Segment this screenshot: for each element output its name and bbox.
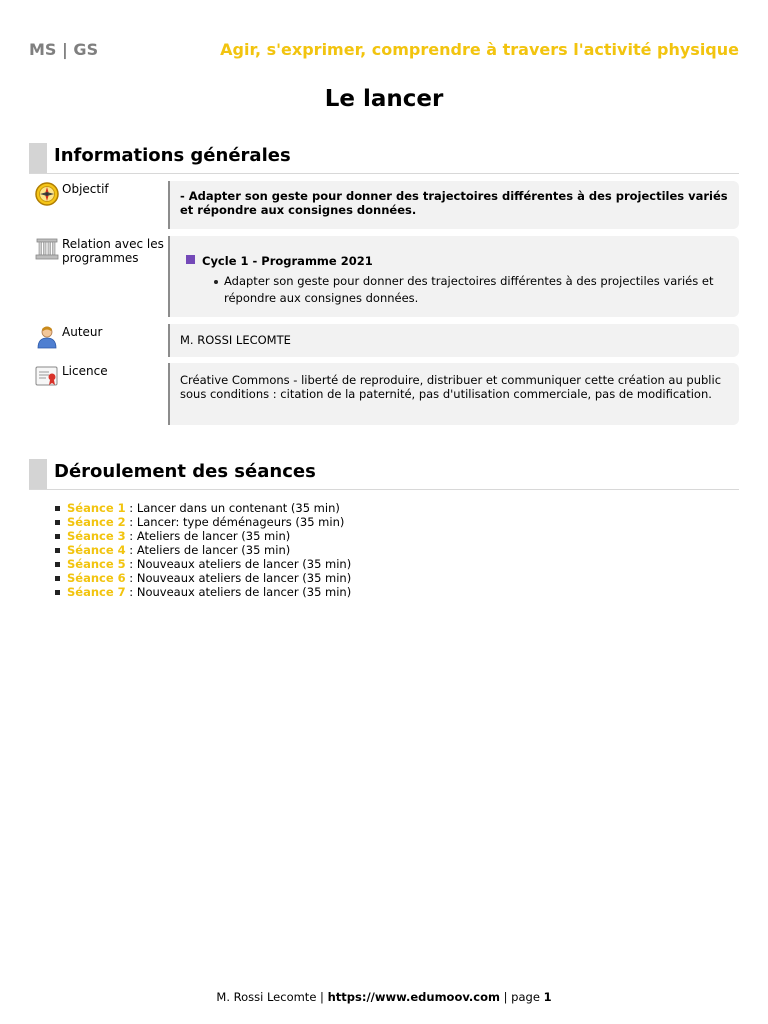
footer-author: M. Rossi Lecomte bbox=[216, 990, 317, 1004]
learning-domain: Agir, s'exprimer, comprendre à travers l'activité physique bbox=[220, 40, 739, 59]
session-text: : Lancer dans un contenant (35 min) bbox=[125, 501, 340, 515]
session-link[interactable]: Séance 3 bbox=[67, 529, 126, 543]
user-icon bbox=[34, 324, 60, 350]
session-text: : Nouveaux ateliers de lancer (35 min) bbox=[125, 557, 352, 571]
session-text: : Ateliers de lancer (35 min) bbox=[125, 543, 291, 557]
page-footer bbox=[0, 990, 768, 1004]
programs-box bbox=[168, 236, 739, 317]
footer-page-label: | page bbox=[500, 990, 544, 1004]
footer-separator: | bbox=[316, 990, 328, 1004]
session-link[interactable]: Séance 5 bbox=[67, 557, 126, 571]
sessions-list bbox=[55, 501, 735, 599]
square-bullet bbox=[55, 520, 60, 525]
list-item[interactable] bbox=[55, 515, 735, 529]
objective-text: - Adapter son geste pour donner des trajectoires différentes à des projectiles variés et répondre aux consignes données. bbox=[180, 189, 728, 217]
square-bullet bbox=[55, 506, 60, 511]
session-link[interactable]: Séance 6 bbox=[67, 571, 126, 585]
page-title: Le lancer bbox=[324, 86, 444, 112]
square-bullet bbox=[55, 576, 60, 581]
footer-page-number: 1 bbox=[543, 990, 552, 1004]
session-link[interactable]: Séance 2 bbox=[67, 515, 126, 529]
license-label: Licence bbox=[62, 364, 108, 378]
square-bullet bbox=[55, 548, 60, 553]
square-bullet bbox=[55, 562, 60, 567]
list-item[interactable] bbox=[55, 585, 735, 599]
square-bullet bbox=[55, 534, 60, 539]
session-text: : Lancer: type déménageurs (35 min) bbox=[125, 515, 345, 529]
author-box bbox=[168, 324, 739, 357]
list-item[interactable] bbox=[55, 571, 735, 585]
author-label: Auteur bbox=[62, 325, 103, 339]
list-item[interactable] bbox=[55, 529, 735, 543]
footer-url[interactable]: https://www.edumoov.com bbox=[327, 990, 500, 1004]
session-link[interactable]: Séance 1 bbox=[67, 501, 126, 515]
section-title-general: Informations générales bbox=[54, 145, 291, 166]
programs-label: Relation avec les programmes bbox=[62, 237, 164, 265]
bullet-dot bbox=[214, 280, 218, 284]
certificate-icon bbox=[34, 363, 60, 389]
objective-label: Objectif bbox=[62, 182, 109, 196]
program-item-text: Adapter son geste pour donner des trajectoires différentes à des projectiles variés et répondre aux consignes données. bbox=[224, 274, 714, 305]
list-item[interactable] bbox=[55, 543, 735, 557]
section-marker bbox=[29, 459, 47, 489]
cycle-title: Cycle 1 - Programme 2021 bbox=[202, 254, 373, 268]
section-marker bbox=[29, 143, 47, 173]
session-link[interactable]: Séance 7 bbox=[67, 585, 126, 599]
list-item[interactable] bbox=[55, 501, 735, 515]
section-general-header bbox=[29, 143, 739, 174]
cycle-heading bbox=[180, 254, 729, 268]
list-item[interactable] bbox=[55, 557, 735, 571]
program-item bbox=[180, 273, 729, 307]
session-text: : Nouveaux ateliers de lancer (35 min) bbox=[125, 585, 352, 599]
objective-box bbox=[168, 181, 739, 229]
session-text: : Ateliers de lancer (35 min) bbox=[125, 529, 291, 543]
session-text: : Nouveaux ateliers de lancer (35 min) bbox=[125, 571, 352, 585]
square-bullet bbox=[55, 590, 60, 595]
cycle-marker bbox=[186, 255, 195, 264]
page-header bbox=[29, 40, 739, 64]
license-box bbox=[168, 363, 739, 425]
session-link[interactable]: Séance 4 bbox=[67, 543, 126, 557]
column-icon bbox=[34, 236, 60, 262]
section-title-sessions: Déroulement des séances bbox=[54, 461, 316, 482]
section-sessions-header bbox=[29, 459, 739, 490]
author-name: M. ROSSI LECOMTE bbox=[180, 333, 291, 347]
license-text: Créative Commons - liberté de reproduire, distribuer et communiquer cette création au public sous conditions : citation de la paternité, pas d'utilisation commerciale, pas de modification. bbox=[180, 373, 722, 401]
class-levels: MS | GS bbox=[29, 40, 99, 59]
compass-icon bbox=[34, 181, 60, 207]
